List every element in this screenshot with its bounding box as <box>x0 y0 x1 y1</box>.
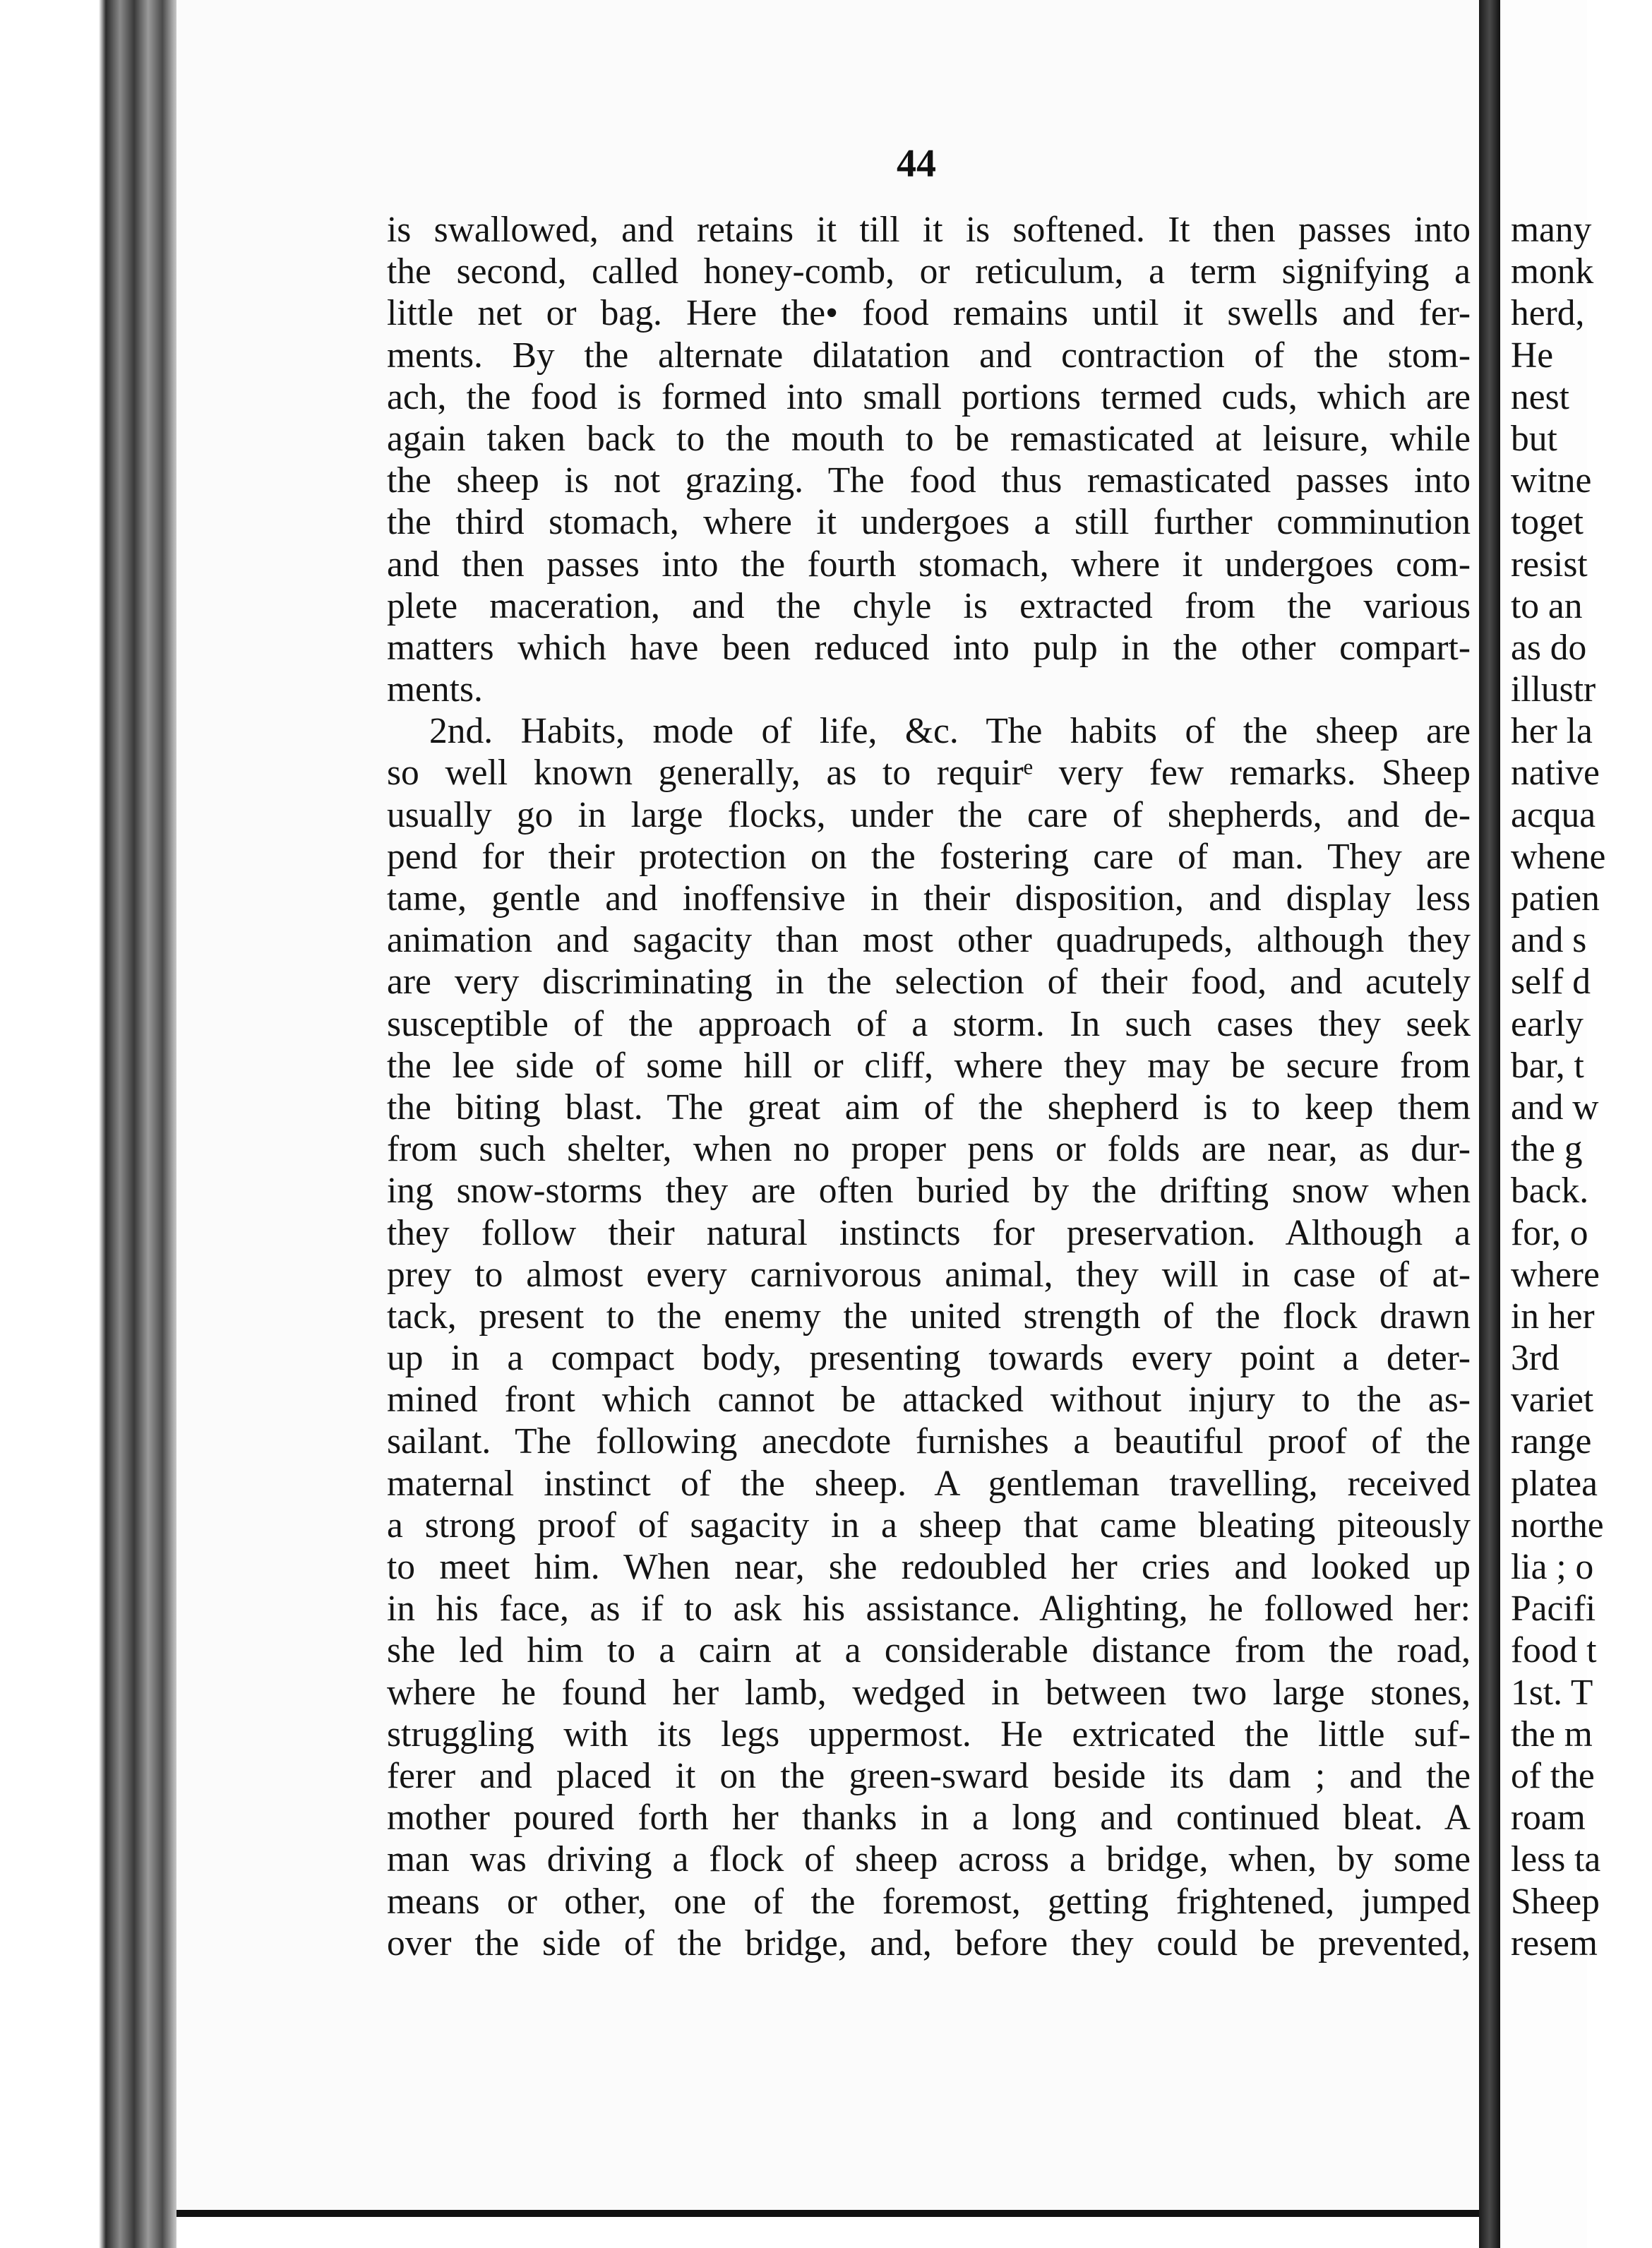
fragment-line: He <box>1511 335 1554 376</box>
text-line: the third stomach, where it undergoes a still further comminution <box>387 502 1471 543</box>
text-line: struggling with its legs uppermost. He extricated the little suf- <box>387 1714 1471 1754</box>
fragment-line: monk <box>1511 251 1594 292</box>
fragment-line: the g <box>1511 1129 1583 1170</box>
text-line: up in a compact body, presenting towards every point a deter- <box>387 1338 1471 1379</box>
fragment-line: native <box>1511 753 1600 794</box>
text-line: ments. <box>387 669 483 710</box>
text-line: plete maceration, and the chyle is extracted from the various <box>387 585 1471 626</box>
text-line: from such shelter, when no proper pens or folds are near, as dur- <box>387 1129 1471 1170</box>
fragment-line: self d <box>1511 962 1591 1003</box>
fragment-line: bar, t <box>1511 1045 1584 1086</box>
text-line: ach, the food is formed into small portions termed cuds, which are <box>387 376 1471 417</box>
fragment-line: where <box>1511 1254 1600 1295</box>
text-line: prey to almost every carnivorous animal, they will in case of at- <box>387 1254 1471 1295</box>
fragment-line: back. <box>1511 1171 1589 1212</box>
fragment-line: but <box>1511 418 1557 459</box>
text-line: ing snow-storms they are often buried by the drifting snow when <box>387 1171 1471 1212</box>
page-body-text <box>387 209 1471 1964</box>
fragment-line: 3rd <box>1511 1338 1560 1379</box>
text-line: susceptible of the approach of a storm. In such cases they seek <box>387 1003 1471 1044</box>
fragment-line: Pacifi <box>1511 1589 1596 1630</box>
text-line: is swallowed, and retains it till it is softened. It then passes into <box>387 210 1471 250</box>
fragment-line: her la <box>1511 711 1593 752</box>
fragment-line: toget <box>1511 502 1584 543</box>
fragment-line: illustr <box>1511 669 1596 710</box>
book-binding-edge <box>0 0 176 2248</box>
text-line: in his face, as if to ask his assistance. Alighting, he followed her: <box>387 1589 1471 1630</box>
text-line: man was driving a flock of sheep across a bridge, when, by some <box>387 1839 1471 1880</box>
fragment-line: and w <box>1511 1087 1599 1128</box>
text-line: she led him to a cairn at a considerable distance from the road, <box>387 1630 1471 1671</box>
section-heading-line: 2nd. Habits, mode of life, &c. The habits of the sheep are <box>429 711 1471 752</box>
fragment-line: the m <box>1511 1714 1593 1754</box>
text-line: little net or bag. Here the• food remains until it swells and fer- <box>387 293 1471 334</box>
fragment-line: in her <box>1511 1296 1595 1337</box>
text-line: usually go in large flocks, under the care of shepherds, and de- <box>387 794 1471 835</box>
text-line: the sheep is not grazing. The food thus remasticated passes into <box>387 460 1471 501</box>
fragment-line: many <box>1511 210 1592 250</box>
fragment-line: as do <box>1511 627 1587 668</box>
fragment-line: witne <box>1511 460 1592 501</box>
page-number: 44 <box>897 142 936 186</box>
text-line: tack, present to the enemy the united strength of the flock drawn <box>387 1296 1471 1337</box>
fragment-line: resist <box>1511 544 1588 585</box>
fragment-line: Sheep <box>1511 1881 1600 1922</box>
fragment-line: range <box>1511 1421 1592 1462</box>
fragment-line: nest <box>1511 376 1569 417</box>
text-line: ments. By the alternate dilatation and contraction of the stom- <box>387 335 1471 376</box>
text-line: a strong proof of sagacity in a sheep that came bleating piteously <box>387 1505 1471 1546</box>
text-line: they follow their natural instincts for preservation. Although a <box>387 1212 1471 1253</box>
fragment-line: acqua <box>1511 794 1596 835</box>
fragment-line: less ta <box>1511 1839 1601 1880</box>
fragment-line: northe <box>1511 1505 1604 1546</box>
fragment-line: whene <box>1511 836 1606 877</box>
text-line: tame, gentle and inoffensive in their disposition, and display less <box>387 878 1471 919</box>
fragment-line: and s <box>1511 920 1587 961</box>
text-line: mined front which cannot be attacked without injury to the as- <box>387 1380 1471 1421</box>
fragment-line: to an <box>1511 585 1583 626</box>
text-line: ferer and placed it on the green-sward beside its dam ; and the <box>387 1755 1471 1796</box>
text-line: are very discriminating in the selection of their food, and acutely <box>387 962 1471 1003</box>
text-line: the lee side of some hill or cliff, where they may be secure from <box>387 1045 1471 1086</box>
text-line: the second, called honey-comb, or reticulum, a term signifying a <box>387 251 1471 292</box>
book-gutter <box>1479 0 1500 2248</box>
fragment-line: patien <box>1511 878 1600 919</box>
text-line: over the side of the bridge, and, before they could be prevented, <box>387 1923 1471 1963</box>
fragment-line: for, o <box>1511 1212 1588 1253</box>
fragment-line: platea <box>1511 1463 1598 1504</box>
text-line: again taken back to the mouth to be remasticated at leisure, while <box>387 418 1471 459</box>
text-line: and then passes into the fourth stomach, where it undergoes com- <box>387 544 1471 585</box>
facing-page-text-fragments <box>1511 209 1652 1964</box>
text-line: to meet him. When near, she redoubled her cries and looked up <box>387 1547 1471 1587</box>
text-line: mother poured forth her thanks in a long and continued bleat. A <box>387 1798 1471 1839</box>
fragment-line: of the <box>1511 1755 1595 1796</box>
fragment-line: variet <box>1511 1380 1594 1421</box>
fragment-line: 1st. T <box>1511 1672 1593 1713</box>
text-line: pend for their protection on the fostering care of man. They are <box>387 836 1471 877</box>
text-line: so well known generally, as to requirᵉ very few remarks. Sheep <box>387 753 1471 794</box>
text-line: the biting blast. The great aim of the shepherd is to keep them <box>387 1087 1471 1128</box>
fragment-line: early <box>1511 1003 1584 1044</box>
fragment-line: herd, <box>1511 293 1585 334</box>
text-line: animation and sagacity than most other quadrupeds, although they <box>387 920 1471 961</box>
fragment-line: lia ; o <box>1511 1547 1594 1587</box>
text-line: matters which have been reduced into pulp in the other compart- <box>387 627 1471 668</box>
fragment-line: food t <box>1511 1630 1597 1671</box>
text-line: maternal instinct of the sheep. A gentleman travelling, received <box>387 1463 1471 1504</box>
fragment-line: resem <box>1511 1923 1598 1963</box>
text-line: sailant. The following anecdote furnishes a beautiful proof of the <box>387 1421 1471 1462</box>
text-line: means or other, one of the foremost, getting frightened, jumped <box>387 1881 1471 1922</box>
fragment-line: roam <box>1511 1798 1586 1839</box>
text-line: where he found her lamb, wedged in between two large stones, <box>387 1672 1471 1713</box>
